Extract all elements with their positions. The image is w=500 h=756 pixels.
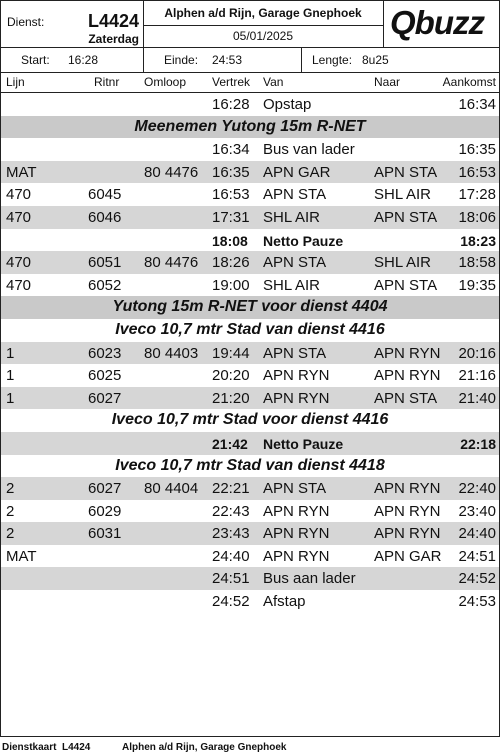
einde-time: 24:53: [212, 53, 243, 67]
cell-aankomst: 16:53: [458, 163, 496, 181]
cell-omloop: 80 4404: [144, 480, 199, 498]
cell-van: APN GAR: [263, 163, 331, 181]
divider: [143, 48, 144, 72]
cell-aankomst: 24:40: [458, 525, 496, 543]
cell-vertrek: 24:40: [212, 547, 250, 565]
cell-van: Opstap: [263, 96, 312, 113]
einde-label: Einde:: [164, 53, 199, 67]
col-van: Van: [263, 75, 284, 89]
cell-van: Bus van lader: [263, 141, 355, 159]
table-row: [1, 567, 499, 590]
table-row: [1, 183, 499, 206]
start-time: 16:28: [68, 53, 99, 67]
cell-vertrek: 22:21: [212, 480, 250, 498]
cell-vertrek: 23:43: [212, 525, 250, 543]
table-row: [1, 545, 499, 568]
table-row: [1, 206, 499, 229]
dienst-box: [1, 1, 144, 47]
cell-lijn: 1: [6, 367, 15, 385]
schedule-table: [1, 93, 499, 613]
header-top: [1, 1, 499, 48]
cell-lijn: 2: [6, 480, 15, 498]
section-header: Yutong 15m R-NET voor dienst 4404: [1, 296, 499, 319]
cell-naar: APN STA: [374, 276, 438, 294]
cell-vertrek: 24:52: [212, 593, 250, 611]
cell-lijn: 1: [6, 389, 15, 407]
cell-aankomst: 18:58: [458, 254, 496, 272]
cell-naar: APN RYN: [374, 367, 441, 385]
col-ritnr: Ritnr: [94, 75, 120, 89]
cell-vertrek: 18:26: [212, 254, 250, 272]
col-omloop: Omloop: [144, 75, 187, 89]
cell-van: APN RYN: [263, 525, 330, 543]
cell-van: APN RYN: [263, 502, 330, 520]
col-lijn: Lijn: [6, 75, 25, 89]
cell-van: Afstap: [263, 593, 306, 611]
cell-ritnr: 6031: [88, 525, 122, 543]
cell-aankomst: 20:16: [458, 344, 496, 362]
cell-aankomst: 21:40: [458, 389, 496, 407]
table-row: [1, 387, 499, 410]
cell-ritnr: 6029: [88, 502, 122, 520]
cell-van: APN RYN: [263, 547, 330, 565]
cell-van: APN RYN: [263, 389, 330, 407]
cell-aankomst: 22:40: [458, 480, 496, 498]
cell-ritnr: 6051: [88, 254, 122, 272]
cell-naar: APN RYN: [374, 480, 441, 498]
pause-row: [1, 229, 499, 252]
cell-ritnr: 6027: [88, 480, 122, 498]
footer-location: Alphen a/d Rijn, Garage Gnephoek: [122, 742, 287, 753]
cell-omloop: 80 4476: [144, 163, 199, 181]
location-box: [143, 1, 383, 47]
cell-vertrek: 20:20: [212, 367, 250, 385]
cell-van: Bus aan lader: [263, 570, 356, 588]
day-of-week: Zaterdag: [88, 32, 139, 46]
cell-aankomst: 24:51: [458, 547, 496, 565]
section-header: Iveco 10,7 mtr Stad van dienst 4418: [115, 456, 385, 474]
location-name: Alphen a/d Rijn, Garage Gnephoek: [143, 1, 383, 26]
cell-aankomst: 19:35: [458, 276, 496, 294]
cell-vertrek: 19:00: [212, 276, 250, 294]
cell-aankomst: 16:35: [458, 141, 496, 159]
footer-dienst: L4424: [62, 742, 91, 753]
cell-aankomst: 18:06: [458, 208, 496, 226]
col-aankomst: Aankomst: [442, 75, 496, 89]
column-headers: [1, 73, 499, 93]
cell-vertrek: 16:28: [212, 96, 250, 113]
cell-van: SHL AIR: [263, 276, 320, 294]
cell-ritnr: 6027: [88, 389, 122, 407]
cell-ritnr: 6025: [88, 367, 122, 385]
cell-omloop: 80 4476: [144, 254, 199, 272]
cell-van: SHL AIR: [263, 208, 320, 226]
cell-vertrek: 16:35: [212, 163, 250, 181]
cell-van: APN STA: [263, 480, 327, 498]
col-vertrek: Vertrek: [212, 75, 251, 89]
cell-vertrek: 16:34: [212, 141, 250, 159]
section-header: Iveco 10,7 mtr Stad voor dienst 4416: [111, 411, 389, 429]
table-row: [1, 274, 499, 297]
pause-row: [1, 432, 499, 455]
section-header: Meenemen Yutong 15m R-NET: [1, 116, 499, 139]
col-naar: Naar: [374, 75, 401, 89]
cell-aankomst: 24:52: [458, 570, 496, 588]
cell-lijn: 470: [6, 208, 32, 226]
cell-ritnr: 6046: [88, 208, 122, 226]
cell-naar: APN RYN: [374, 502, 441, 520]
cell-naar: APN RYN: [374, 344, 441, 362]
cell-lijn: MAT: [6, 163, 37, 181]
cell-aankomst: 17:28: [458, 186, 496, 204]
table-row: [1, 477, 499, 500]
cell-van: Netto Pauze: [263, 435, 344, 452]
cell-vertrek: 21:20: [212, 389, 250, 407]
cell-vertrek: 19:44: [212, 344, 250, 362]
cell-aankomst: 23:40: [458, 502, 496, 520]
cell-naar: APN RYN: [374, 525, 441, 543]
cell-naar: SHL AIR: [374, 186, 431, 204]
cell-lijn: 470: [6, 276, 32, 294]
cell-naar: APN STA: [374, 389, 438, 407]
cell-naar: SHL AIR: [374, 254, 431, 272]
footer: [0, 740, 500, 756]
cell-lijn: MAT: [6, 547, 37, 565]
cell-van: APN STA: [263, 344, 327, 362]
cell-ritnr: 6023: [88, 344, 122, 362]
dienst-label: Dienst:: [7, 15, 45, 29]
service-date: 05/01/2025: [232, 29, 294, 43]
cell-ritnr: 6045: [88, 186, 122, 204]
cell-vertrek: 22:43: [212, 502, 250, 520]
cell-ritnr: 6052: [88, 276, 122, 294]
cell-lijn: 2: [6, 525, 15, 543]
cell-van: APN STA: [263, 254, 327, 272]
cell-van: Netto Pauze: [263, 232, 344, 249]
dienst-number: L4424: [87, 11, 139, 31]
cell-van: APN RYN: [263, 367, 330, 385]
header-times: [1, 48, 499, 73]
table-row: [1, 138, 499, 161]
cell-lijn: 1: [6, 344, 15, 362]
table-row: [1, 522, 499, 545]
cell-naar: APN STA: [374, 208, 438, 226]
cell-vertrek: 24:51: [212, 570, 250, 588]
table-row: [1, 364, 499, 387]
table-row: [1, 251, 499, 274]
cell-aankomst: 21:16: [458, 367, 496, 385]
table-row: [1, 500, 499, 523]
divider: [301, 48, 302, 72]
cell-vertrek: 16:53: [212, 186, 250, 204]
table-row: [1, 93, 499, 116]
cell-lijn: 470: [6, 254, 32, 272]
cell-vertrek: 17:31: [212, 208, 250, 226]
cell-van: APN STA: [263, 186, 327, 204]
footer-label: Dienstkaart: [2, 742, 57, 753]
cell-aankomst: 16:34: [458, 96, 496, 113]
lengte-value: 8u25: [362, 53, 389, 67]
cell-vertrek: 21:42: [212, 435, 248, 452]
table-row: [1, 161, 499, 184]
cell-naar: APN STA: [374, 163, 438, 181]
cell-lijn: 2: [6, 502, 15, 520]
qbuzz-logo: Qbuzz: [390, 4, 484, 41]
cell-vertrek: 18:08: [212, 232, 248, 249]
lengte-label: Lengte:: [312, 53, 353, 67]
cell-lijn: 470: [6, 186, 32, 204]
cell-omloop: 80 4403: [144, 344, 199, 362]
table-row: [1, 590, 499, 613]
cell-aankomst: 24:53: [458, 593, 496, 611]
logo-box: [383, 1, 500, 47]
cell-aankomst: 22:18: [460, 435, 496, 452]
table-row: [1, 342, 499, 365]
cell-aankomst: 18:23: [460, 232, 496, 249]
start-label: Start:: [21, 53, 50, 67]
cell-naar: APN GAR: [374, 547, 442, 565]
section-header: Iveco 10,7 mtr Stad van dienst 4416: [115, 320, 385, 338]
